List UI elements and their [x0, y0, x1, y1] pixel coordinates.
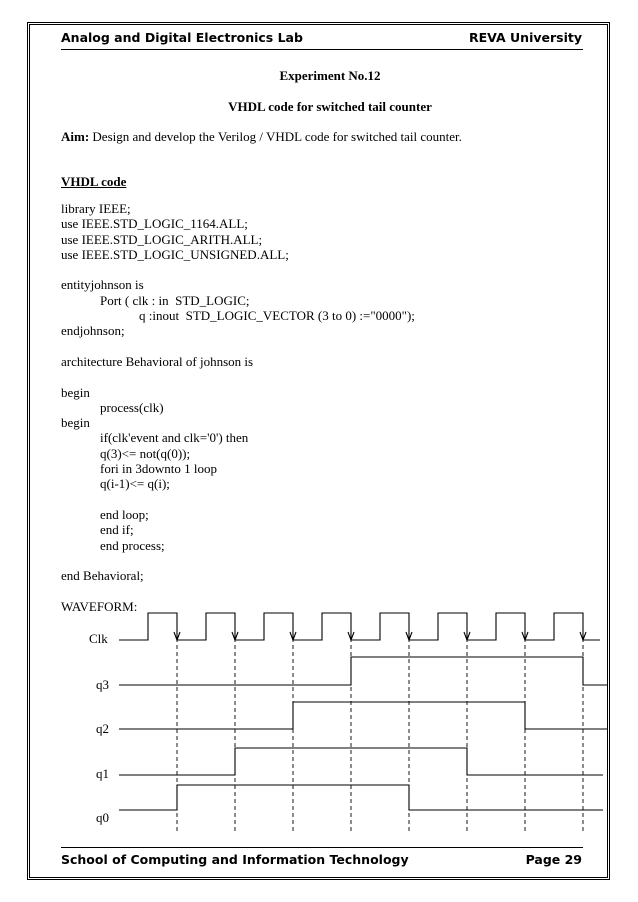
header-lab-name: Analog and Digital Electronics Lab — [61, 30, 303, 45]
code-line: process(clk) — [100, 399, 164, 415]
footer-rule — [61, 847, 583, 848]
clk-waveform — [119, 613, 600, 640]
aim-text: Design and develop the Verilog / VHDL code for switched tail counter. — [89, 129, 462, 144]
q0-waveform — [119, 785, 603, 810]
code-line: q(i-1)<= q(i); — [100, 476, 170, 492]
q2-waveform — [119, 702, 608, 729]
code-line: end loop; — [100, 506, 149, 522]
code-line: entityjohnson is — [61, 277, 144, 293]
signal-label-q3: q3 — [96, 677, 109, 692]
code-line: use IEEE.STD_LOGIC_UNSIGNED.ALL; — [61, 246, 289, 262]
code-line: end Behavioral; — [61, 568, 144, 584]
footer-school: School of Computing and Information Technology — [61, 852, 409, 867]
code-line: q :inout STD_LOGIC_VECTOR (3 to 0) :="0000"); — [139, 308, 415, 324]
code-line: Port ( clk : in STD_LOGIC; — [100, 292, 250, 308]
code-line: use IEEE.STD_LOGIC_ARITH.ALL; — [61, 231, 263, 247]
code-line: WAVEFORM: — [61, 598, 138, 614]
section-heading: VHDL code — [61, 174, 127, 189]
code-line: end process; — [100, 537, 165, 553]
signal-label-clk: Clk — [89, 631, 108, 646]
code-line: library IEEE; — [61, 201, 131, 216]
code-line: fori in 3downto 1 loop — [100, 461, 217, 477]
code-line: if(clk'event and clk='0') then — [100, 430, 249, 446]
q3-waveform — [119, 657, 608, 685]
code-line: q(3)<= not(q(0)); — [100, 445, 191, 461]
code-line: endjohnson; — [61, 323, 125, 339]
code-line: architecture Behavioral of johnson is — [61, 353, 254, 369]
code-line: use IEEE.STD_LOGIC_1164.ALL; — [61, 216, 248, 232]
signal-label-q1: q1 — [96, 766, 109, 781]
experiment-title: VHDL code for switched tail counter — [228, 99, 432, 114]
signal-label-q0: q0 — [96, 810, 109, 825]
code-line: end if; — [100, 522, 134, 538]
aim-label: Aim: — [61, 129, 90, 144]
footer-page-number: Page 29 — [525, 852, 582, 867]
signal-label-q2: q2 — [96, 721, 109, 736]
header-university: REVA University — [469, 30, 582, 45]
q1-waveform — [119, 748, 603, 775]
code-line: begin — [61, 415, 90, 431]
experiment-number: Experiment No.12 — [279, 68, 381, 83]
code-line: begin — [61, 384, 90, 400]
